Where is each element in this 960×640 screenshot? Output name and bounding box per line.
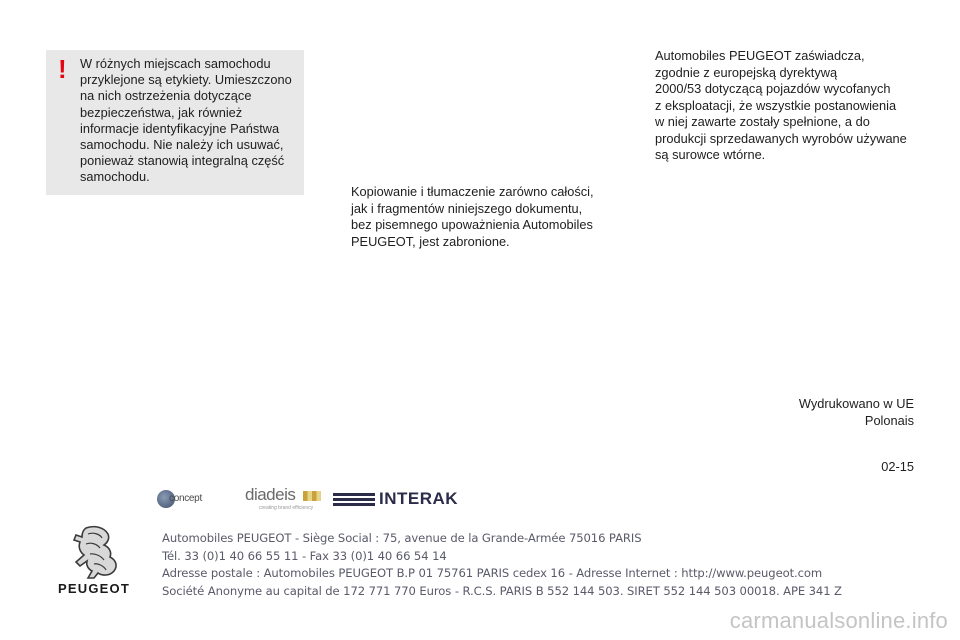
peugeot-brand <box>44 524 144 598</box>
document-code: 02-15 <box>881 459 914 474</box>
diadeis-tagline: creating brand efficiency <box>259 505 314 511</box>
footer-line-2: Tél. 33 (0)1 40 66 55 11 - Fax 33 (0)1 40 66 54 14 <box>162 548 447 563</box>
printed-in <box>799 396 914 429</box>
diadeis-logo-text: diadeis <box>245 485 296 504</box>
peugeot-lion-icon <box>64 524 122 580</box>
footer-line-3: Adresse postale : Automobiles PEUGEOT B.P 01 75761 PARIS cedex 16 - Adresse Internet : http://www.peugeot.com <box>162 566 823 581</box>
diadeis-logo <box>245 485 325 513</box>
hdconcept-logo <box>155 487 227 511</box>
hdconcept-logo-text: concept <box>169 493 202 504</box>
footer-company-info <box>162 530 842 600</box>
peugeot-wordmark: PEUGEOT <box>58 581 130 596</box>
printed-line-2: Polonais <box>864 412 914 428</box>
interak-logo-text: INTERAK <box>379 489 459 508</box>
watermark: carmanualsonline.info <box>729 608 948 633</box>
recycling-statement: Automobiles PEUGEOT zaświadcza, zgodnie z europejską dyrektywą 2000/53 dotyczącą pojazdów wycofanych z eksploatacji, że wszystkie postanowienia w niej zawarte zostały spełnione, a do produkcji sprzedawanych wyrobów używane są surowce wtórne. <box>655 48 907 162</box>
footer-line-1: Automobiles PEUGEOT - Siège Social : 75, avenue de la Grande-Armée 75016 PARIS <box>162 531 642 545</box>
printed-line-1: Wydrukowano w UE <box>798 396 914 411</box>
warning-text: W różnych miejscach samochodu przyklejone są etykiety. Umieszczono na nich ostrzeżenia dotyczące bezpieczeństwa, jak również informacje identyfikacyjne Państwa samochodu. Nie należy ich usuwać, ponieważ stanowią integralną część samochodu. <box>80 56 292 185</box>
warning-box <box>46 50 304 195</box>
diadeis-bars-icon <box>303 491 321 501</box>
interak-lines-icon <box>333 492 375 506</box>
interak-logo <box>333 489 458 509</box>
copyright-notice: Kopiowanie i tłumaczenie zarówno całości, jak i fragmentów niniejszego dokumentu, bez pisemnego upoważnienia Automobiles PEUGEOT, jest zabronione. <box>351 184 594 249</box>
exclamation-icon: ! <box>58 54 67 84</box>
footer-line-4: Société Anonyme au capital de 172 771 770 Euros - R.C.S. PARIS B 552 144 503. SIRET 552 144 503 00018. APE 341 Z <box>162 583 842 598</box>
